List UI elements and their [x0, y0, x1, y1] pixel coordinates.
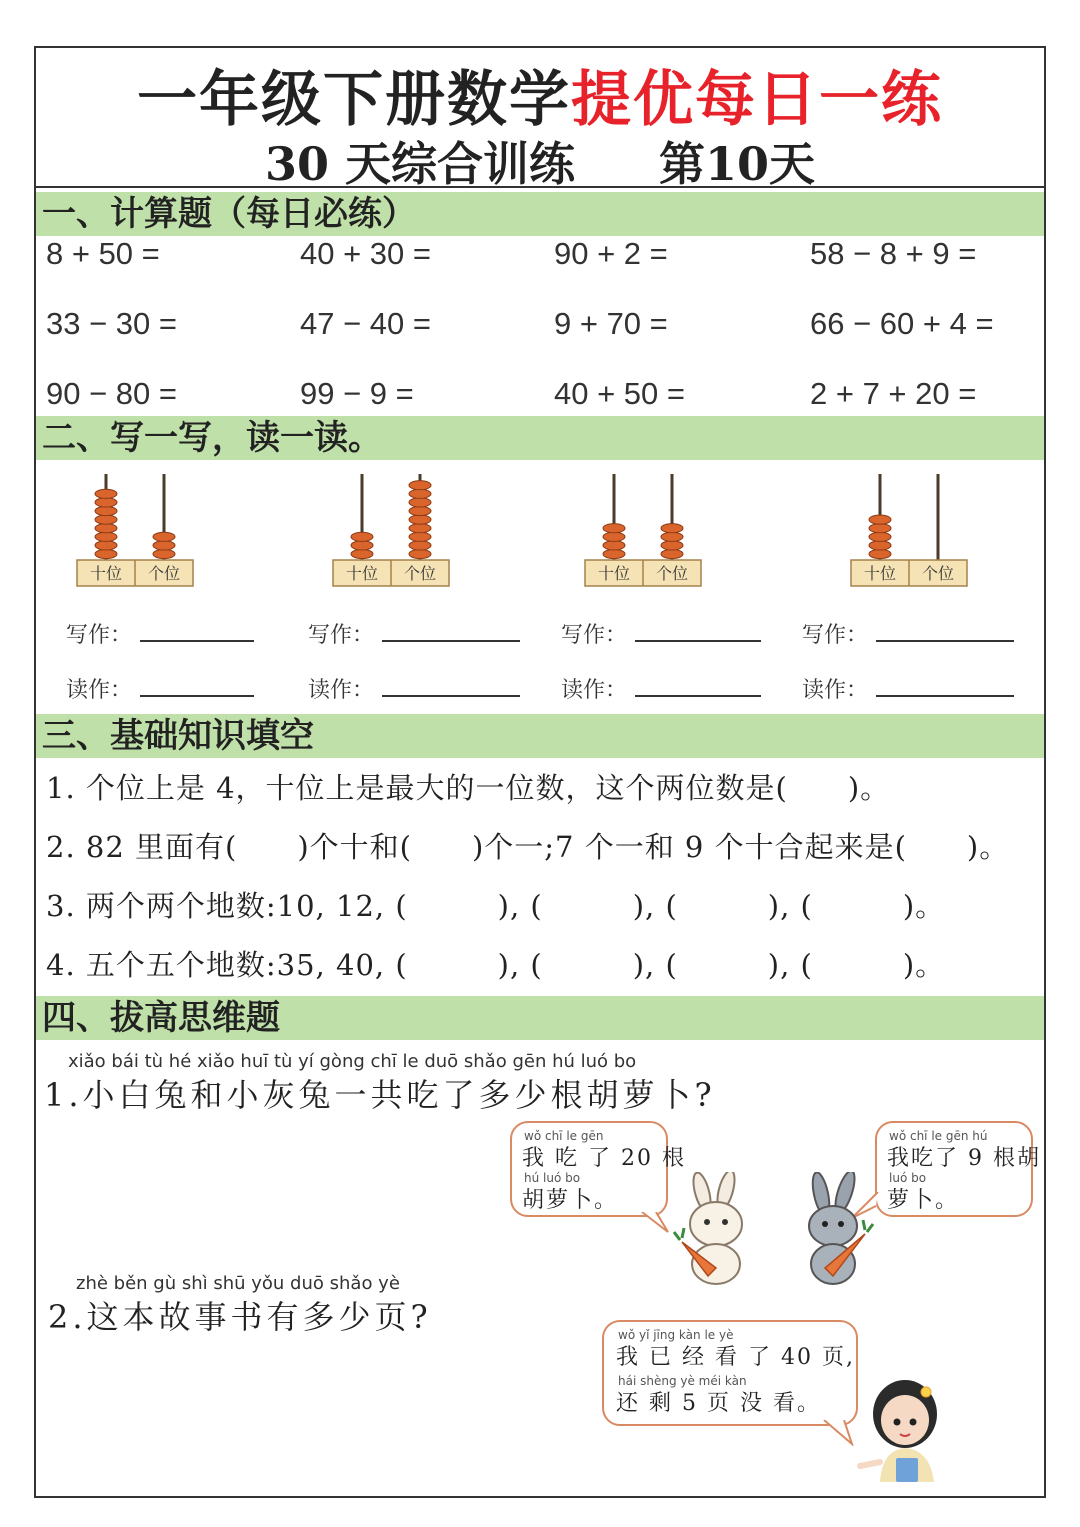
- tens-place-label: 十位: [863, 564, 897, 583]
- abacus-diagram: [850, 472, 970, 592]
- calc-problem: 9 + 70 =: [554, 306, 668, 341]
- calc-problem: 40 + 50 =: [554, 376, 686, 411]
- speech-bubble-girl: [602, 1320, 858, 1426]
- abacus-bead: [153, 532, 175, 541]
- abacus-bead: [95, 549, 117, 558]
- abacus-bead: [409, 506, 431, 515]
- speech-bubble-white-rabbit: [510, 1121, 686, 1217]
- q2-pinyin: zhè běn gù shì shū yǒu duō shǎo yè: [76, 1273, 400, 1294]
- page-title: 一年级下册数学提优每日一练: [137, 65, 943, 135]
- write-answer-blank[interactable]: [140, 640, 254, 642]
- bubble1-line-1: 我 吃 了 20 根: [522, 1146, 686, 1171]
- bubble1-pinyin-1: wǒ chī le gēn: [524, 1129, 604, 1143]
- q1-pinyin: xiǎo bái tù hé xiǎo huī tù yí gòng chī le duō shǎo gēn hú luó bo: [68, 1051, 637, 1072]
- ones-place-label: 个位: [403, 564, 437, 583]
- abacus-bead: [603, 549, 625, 558]
- section4-heading: 四、拔高思维题: [36, 996, 1044, 1040]
- bubble2-line-2: 萝卜。: [887, 1188, 960, 1213]
- calc-problem: 66 − 60 + 4 =: [810, 306, 994, 341]
- abacus-bead: [661, 541, 683, 550]
- fill-question-3: 3. 两个两个地数:10, 12, ( ), ( ), ( ), ( )。: [46, 889, 946, 923]
- write-answer-blank[interactable]: [635, 640, 761, 642]
- calc-problem: 58 − 8 + 9 =: [810, 236, 977, 271]
- calc-problem: 90 − 80 =: [46, 376, 178, 411]
- white-rabbit-icon: [672, 1172, 762, 1287]
- bubble1-pinyin-2: hú luó bo: [524, 1171, 581, 1185]
- abacus-bead: [603, 524, 625, 533]
- read-answer-blank[interactable]: [635, 695, 761, 697]
- tens-place-label: 十位: [345, 564, 379, 583]
- bubble3-line-1: 我 已 经 看 了 40 页,: [616, 1345, 855, 1370]
- abacus-bead: [409, 541, 431, 550]
- abacus-bead: [409, 549, 431, 558]
- write-label: 写作：: [561, 623, 628, 648]
- tens-place-label: 十位: [597, 564, 631, 583]
- abacus-bead: [95, 541, 117, 550]
- bubble2-line-1: 我吃了 9 根胡: [887, 1146, 1041, 1171]
- abacus-bead: [351, 532, 373, 541]
- ones-place-label: 个位: [921, 564, 955, 583]
- abacus-bead: [869, 524, 891, 533]
- calc-problem: 99 − 9 =: [300, 376, 414, 411]
- write-label: 写作：: [308, 623, 375, 648]
- abacus-bead: [869, 515, 891, 524]
- fill-question-1: 1. 个位上是 4，十位上是最大的一位数，这个两位数是( )。: [46, 771, 891, 805]
- abacus-bead: [603, 532, 625, 541]
- section2-heading: 二、写一写，读一读。: [36, 416, 1044, 460]
- abacus-bead: [153, 549, 175, 558]
- read-label: 读作：: [561, 678, 628, 703]
- abacus-bead: [95, 515, 117, 524]
- read-label: 读作：: [66, 678, 133, 703]
- grey-rabbit-icon: [795, 1172, 875, 1287]
- write-answer-blank[interactable]: [382, 640, 520, 642]
- abacus-bead: [661, 524, 683, 533]
- abacus-diagram: [332, 472, 452, 592]
- abacus-bead: [869, 532, 891, 541]
- girl-icon: [850, 1370, 950, 1485]
- calc-problem: 40 + 30 =: [300, 236, 432, 271]
- abacus-bead: [409, 481, 431, 490]
- tens-place-label: 十位: [89, 564, 123, 583]
- bubble1-line-2: 胡萝卜。: [522, 1188, 619, 1213]
- abacus-diagram: [584, 472, 704, 592]
- bubble3-pinyin-2: hái shèng yè méi kàn: [618, 1374, 747, 1388]
- section1-heading: 一、计算题（每日必练）: [36, 192, 1044, 236]
- abacus-bead: [95, 489, 117, 498]
- calc-problem: 90 + 2 =: [554, 236, 668, 271]
- abacus-bead: [409, 489, 431, 498]
- calc-problem: 2 + 7 + 20 =: [810, 376, 977, 411]
- abacus-bead: [95, 532, 117, 541]
- abacus-bead: [661, 549, 683, 558]
- calc-problem: 47 − 40 =: [300, 306, 432, 341]
- read-label: 读作：: [802, 678, 869, 703]
- title-divider: [36, 186, 1044, 188]
- read-answer-blank[interactable]: [140, 695, 254, 697]
- abacus-bead: [603, 541, 625, 550]
- calc-problem: 33 − 30 =: [46, 306, 178, 341]
- bubble1-tail: [640, 1212, 670, 1234]
- abacus-bead: [153, 541, 175, 550]
- abacus-diagram: [76, 472, 196, 592]
- bubble3-line-2: 还 剩 5 页 没 看。: [616, 1391, 821, 1416]
- abacus-bead: [869, 549, 891, 558]
- read-answer-blank[interactable]: [876, 695, 1014, 697]
- speech-bubble-grey-rabbit: [875, 1121, 1041, 1217]
- abacus-bead: [95, 524, 117, 533]
- abacus-bead: [869, 541, 891, 550]
- abacus-bead: [661, 532, 683, 541]
- write-answer-blank[interactable]: [876, 640, 1014, 642]
- calc-problem: 8 + 50 =: [46, 236, 160, 271]
- write-label: 写作：: [66, 623, 133, 648]
- q2-text: 2.这本故事书有多少页?: [48, 1298, 432, 1336]
- ones-place-label: 个位: [655, 564, 689, 583]
- abacus-bead: [351, 549, 373, 558]
- bubble2-pinyin-1: wǒ chī le gēn hú: [889, 1129, 988, 1143]
- read-answer-blank[interactable]: [382, 695, 520, 697]
- abacus-bead: [95, 498, 117, 507]
- fill-question-2: 2. 82 里面有( )个十和( )个一;7 个一和 9 个十合起来是( )。: [46, 830, 1010, 864]
- abacus-bead: [409, 498, 431, 507]
- write-label: 写作：: [802, 623, 869, 648]
- abacus-bead: [409, 524, 431, 533]
- abacus-bead: [409, 532, 431, 541]
- abacus-bead: [351, 541, 373, 550]
- page-subtitle: 30 天综合训练 第10天: [264, 137, 816, 191]
- abacus-bead: [409, 515, 431, 524]
- q1-text: 1.小白兔和小灰兔一共吃了多少根胡萝卜?: [44, 1076, 716, 1114]
- fill-question-4: 4. 五个五个地数:35, 40, ( ), ( ), ( ), ( )。: [46, 948, 946, 982]
- bubble3-pinyin-1: wǒ yǐ jīng kàn le yè: [618, 1328, 734, 1342]
- ones-place-label: 个位: [147, 564, 181, 583]
- section3-heading: 三、基础知识填空: [36, 714, 1044, 758]
- bubble2-pinyin-2: luó bo: [889, 1171, 927, 1185]
- abacus-bead: [95, 506, 117, 515]
- read-label: 读作：: [308, 678, 375, 703]
